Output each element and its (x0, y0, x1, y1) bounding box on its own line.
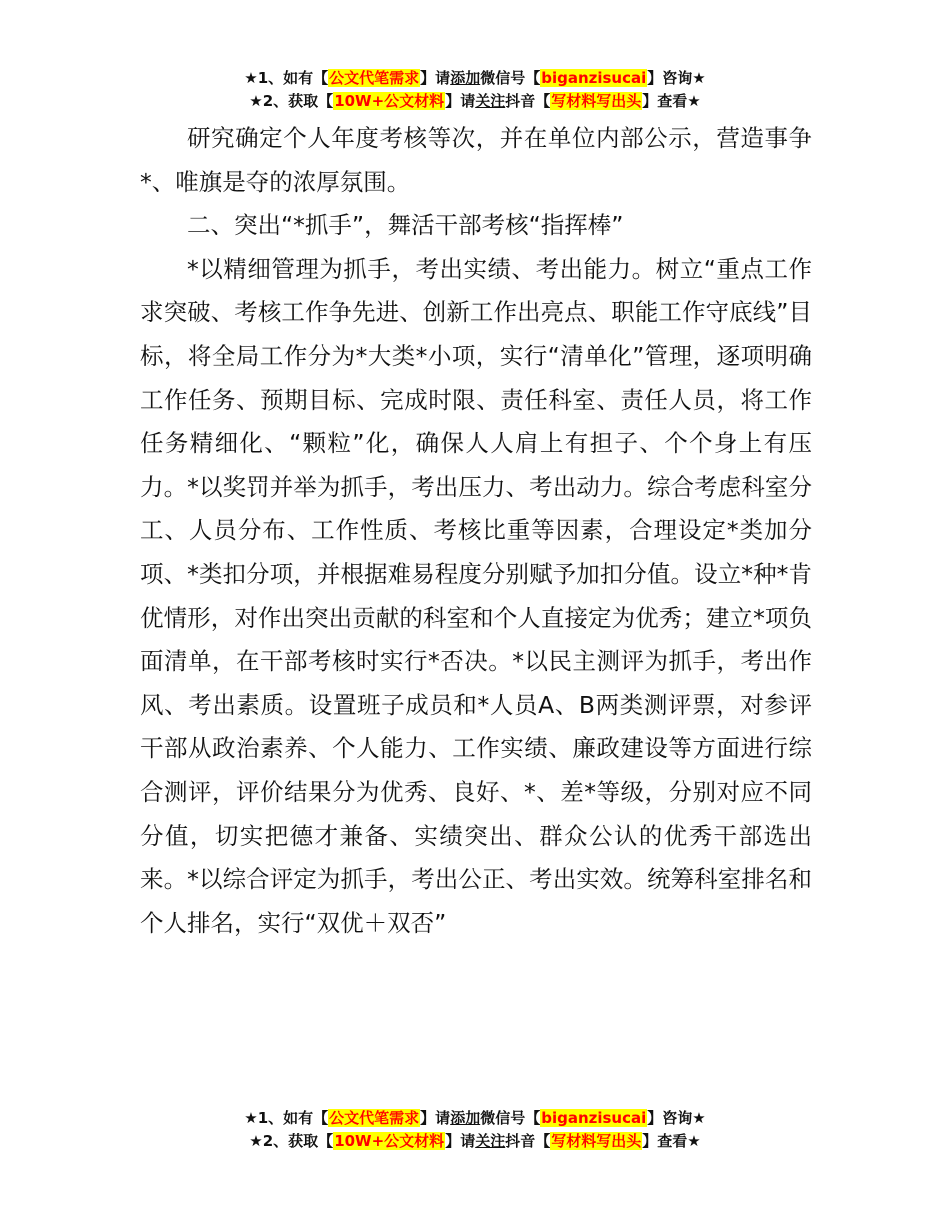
highlight-service: 公文代笔需求 (329, 69, 420, 87)
header-banner (0, 67, 950, 113)
highlight-wechat-id: biganzisucai (541, 69, 647, 87)
highlight-materials: 10W+公文材料 (334, 1132, 445, 1150)
footer-banner-line-2: ★2、获取【10W+公文材料】请关注抖音【写材料写出头】查看★ (249, 1132, 701, 1150)
paragraph: *以精细管理为抓手，考出实绩、考出能力。树立“重点工作求突破、考核工作争先进、创新工作出亮点、职能工作守底线”目标，将全局工作分为*大类*小项，实行“清单化”管理，逐项明确工作任务、预期目标、完成时限、责任科室、责任人员，将工作任务精细化、“颗粒”化，确保人人肩上有担子、个个身上有压力。*以奖罚并举为抓手，考出压力、考出动力。综合考虑科室分工、人员分布、工作性质、考核比重等因素，合理设定*类加分项、*类扣分项，并根据难易程度分别赋予加扣分值。设立*种*肯优情形，对作出突出贡献的科室和个人直接定为优秀；建立*项负面清单，在干部考核时实行*否决。*以民主测评为抓手，考出作风、考出素质。设置班子成员和*人员A、B两类测评票，对参评干部从政治素养、个人能力、工作实绩、廉政建设等方面进行综合测评，评价结果分为优秀、良好、*、差*等级，分别对应不同分值，切实把德才兼备、实绩突出、群众公认的优秀干部选出来。*以综合评定为抓手，考出公正、考出实效。统筹科室排名和个人排名，实行“双优＋双否” (140, 254, 812, 937)
highlight-douyin-account: 写材料写出头 (551, 1132, 642, 1150)
document-body (140, 117, 812, 945)
section-heading: 二、突出“*抓手”，舞活干部考核“指挥棒” (187, 211, 624, 240)
highlight-douyin-account: 写材料写出头 (551, 92, 642, 110)
header-banner-line-1: ★1、如有【公文代笔需求】请添加微信号【biganzisucai】咨询★ (244, 69, 706, 87)
footer-banner-line-1: ★1、如有【公文代笔需求】请添加微信号【biganzisucai】咨询★ (244, 1109, 706, 1127)
highlight-materials: 10W+公文材料 (334, 92, 445, 110)
paragraph: 研究确定个人年度考核等次，并在单位内部公示，营造事争*、唯旗是夺的浓厚氛围。 (140, 124, 812, 196)
highlight-wechat-id: biganzisucai (541, 1109, 647, 1127)
highlight-service: 公文代笔需求 (329, 1109, 420, 1127)
footer-banner (0, 1107, 950, 1153)
header-banner-line-2: ★2、获取【10W+公文材料】请关注抖音【写材料写出头】查看★ (249, 92, 701, 110)
